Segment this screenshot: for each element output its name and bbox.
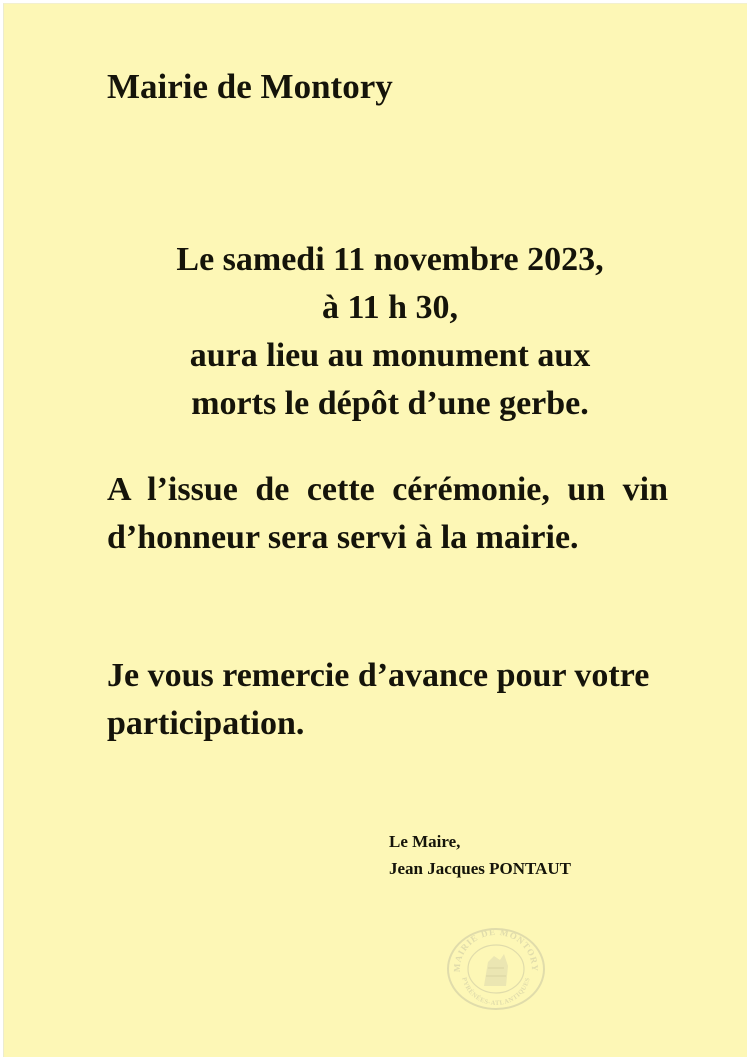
signatory-name: Jean Jacques PONTAUT [389,859,571,878]
svg-text:PYRÉNÉES-ATLANTIQUES: PYRÉNÉES-ATLANTIQUES [460,976,532,1008]
town-hall-seal-stamp [444,926,548,1012]
svg-text:MAIRIE DE MONTORY: MAIRIE DE MONTORY [451,926,541,973]
event-description-line: morts le dépôt d’une gerbe. [191,385,589,422]
event-announcement [54,236,726,428]
signatory-role: Le Maire, [389,832,461,851]
page-title: Mairie de Montory [107,67,393,106]
thanks-paragraph: Je vous remercie d’avance pour votre participation. [107,657,650,742]
event-place-line: aura lieu au monument aux [189,337,591,374]
signature-block [389,828,571,882]
event-time-line: à 11 h 30, [321,289,459,326]
reception-paragraph: A l’issue de cette cérémonie, un vin d’honneur sera servi à la mairie. [107,471,668,556]
notice-sheet [3,3,747,1057]
event-date-line: Le samedi 11 novembre 2023, [176,241,604,278]
